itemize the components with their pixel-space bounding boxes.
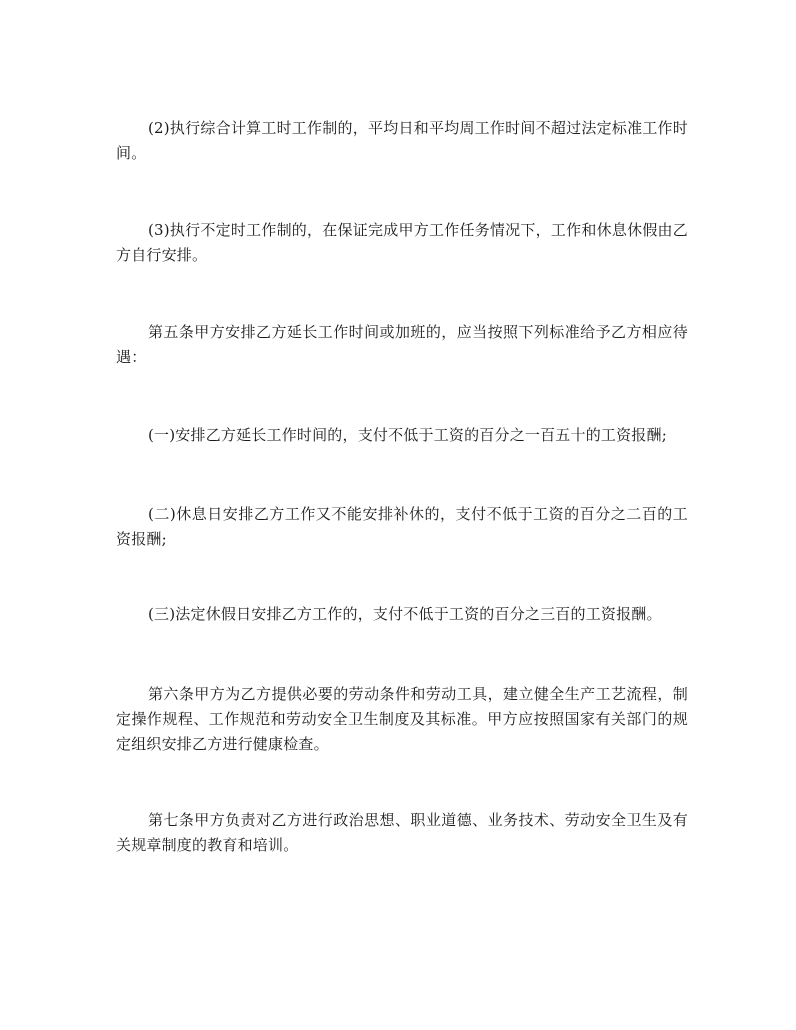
paragraph-article-5: 第五条甲方安排乙方延长工作时间或加班的，应当按照下列标准给予乙方相应待遇：	[116, 323, 688, 366]
paragraph-overtime-item-2: (二)休息日安排乙方工作又不能安排补休的，支付不低于工资的百分之二百的工资报酬;	[116, 505, 688, 548]
paragraph-overtime-item-1: (一)安排乙方延长工作时间的，支付不低于工资的百分之一百五十的工资报酬;	[148, 426, 667, 444]
paragraph-comprehensive-hours: (2)执行综合计算工时工作制的，平均日和平均周工作时间不超过法定标准工作时间。	[116, 119, 688, 162]
paragraph-flexible-hours: (3)执行不定时工作制的，在保证完成甲方工作任务情况下，工作和休息休假由乙方自行安排。	[116, 221, 688, 264]
paragraph-article-6: 第六条甲方为乙方提供必要的劳动条件和劳动工具，建立健全生产工艺流程，制定操作规程、工作规范和劳动安全卫生制度及其标准。甲方应按照国家有关部门的规定组织安排乙方进行健康检查。	[116, 685, 688, 753]
paragraph-overtime-item-3: (三)法定休假日安排乙方工作的，支付不低于工资的百分之三百的工资报酬。	[148, 605, 662, 623]
paragraph-article-7: 第七条甲方负责对乙方进行政治思想、职业道德、业务技术、劳动安全卫生及有关规章制度的教育和培训。	[116, 811, 688, 854]
